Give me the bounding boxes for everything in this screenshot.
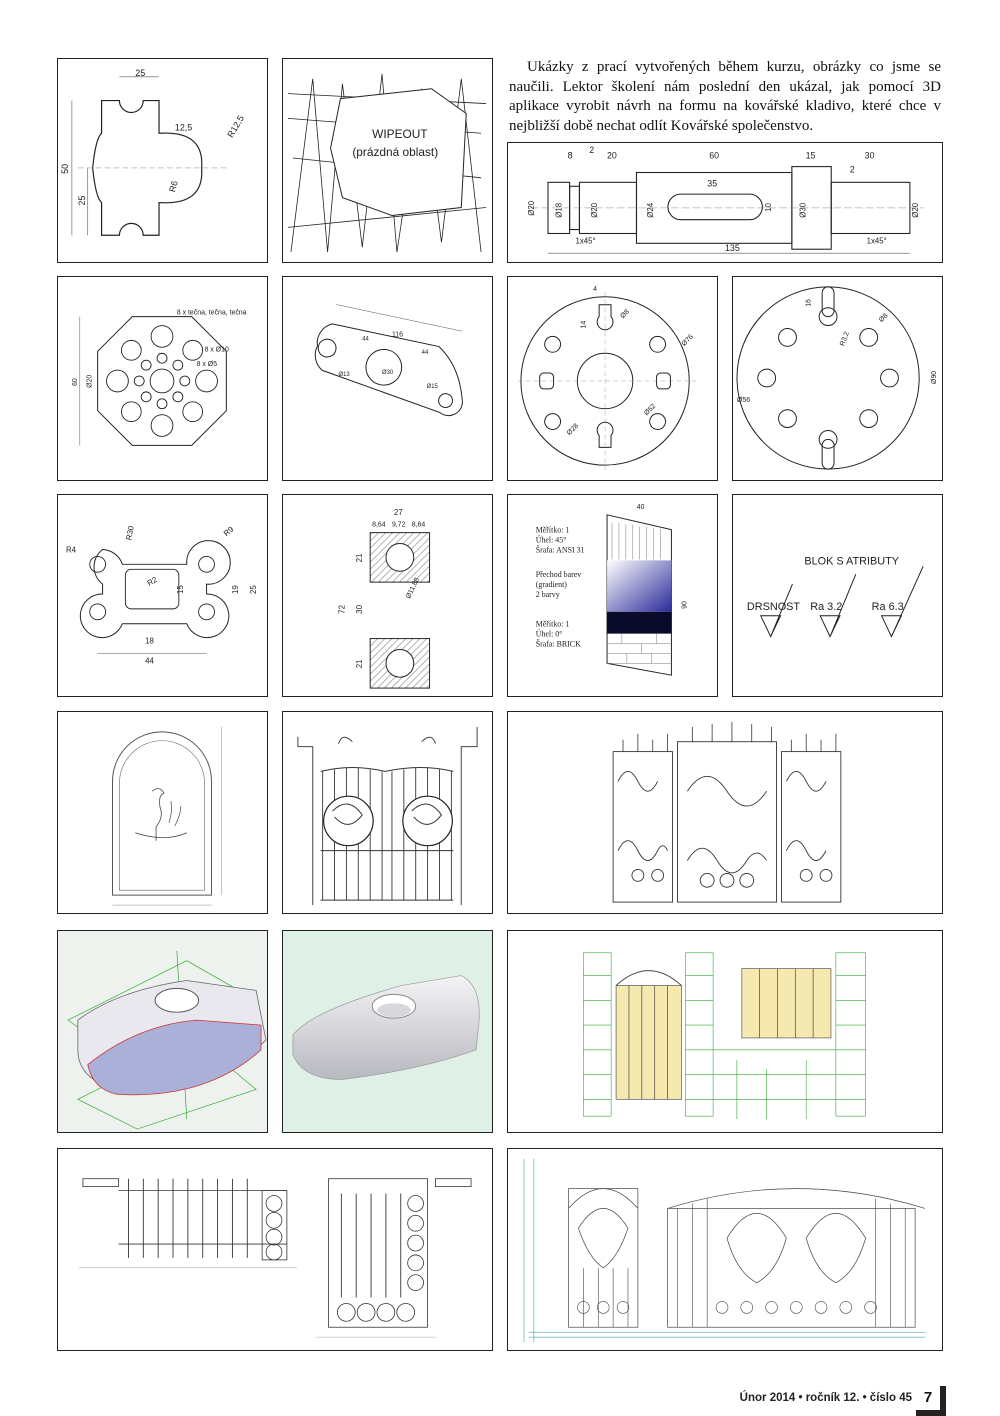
svg-text:Ø52: Ø52 <box>643 402 658 418</box>
disc-drawing-2 <box>733 277 942 480</box>
panel-octagon <box>57 276 268 481</box>
svg-text:14: 14 <box>580 320 588 329</box>
dimension-drawing <box>58 59 267 262</box>
svg-text:44: 44 <box>145 656 154 666</box>
3d-hammer-render <box>283 931 492 1132</box>
svg-text:Úhel: 45°: Úhel: 45° <box>535 535 567 545</box>
svg-text:1x45°: 1x45° <box>866 236 887 246</box>
svg-text:Ø20: Ø20 <box>910 202 920 218</box>
page-number-label: 7 <box>916 1386 946 1416</box>
svg-text:30: 30 <box>864 150 875 161</box>
svg-text:Ø28: Ø28 <box>565 422 581 437</box>
svg-text:R30: R30 <box>124 525 136 541</box>
section-drawing <box>283 495 492 696</box>
svg-text:60: 60 <box>71 378 79 386</box>
page-number <box>916 1386 956 1416</box>
panel-link <box>57 494 268 697</box>
svg-text:Ø24: Ø24 <box>646 202 656 218</box>
svg-text:21: 21 <box>355 659 365 669</box>
panel-fence-gate <box>507 711 943 914</box>
svg-text:8,64: 8,64 <box>372 521 386 529</box>
svg-text:Ø20: Ø20 <box>527 200 537 216</box>
svg-text:Ø76: Ø76 <box>680 333 695 348</box>
svg-text:15: 15 <box>805 150 816 161</box>
svg-text:44: 44 <box>362 336 369 343</box>
panel-3d-wireframe <box>57 930 268 1133</box>
svg-text:Ø11,88: Ø11,88 <box>405 576 421 600</box>
svg-text:50: 50 <box>59 163 70 174</box>
panel-double-gate <box>282 711 493 914</box>
3d-hammer-wireframe <box>58 931 267 1132</box>
octagon-drawing <box>58 277 267 480</box>
panel-3d-render <box>282 930 493 1133</box>
svg-text:18: 18 <box>145 636 154 646</box>
panel-ornate-gate <box>507 1148 943 1351</box>
fence-elevation-drawing <box>58 1149 492 1350</box>
svg-text:Šrafa: BRICK: Šrafa: BRICK <box>535 639 581 649</box>
panel-fence-elevation <box>57 1148 493 1351</box>
svg-text:2: 2 <box>589 144 595 155</box>
svg-text:10: 10 <box>764 203 774 212</box>
svg-text:Ra 3.2: Ra 3.2 <box>810 600 843 613</box>
svg-text:Ø20: Ø20 <box>86 374 94 388</box>
svg-text:(prázdná oblast): (prázdná oblast) <box>352 145 439 160</box>
svg-text:Ra 6.3: Ra 6.3 <box>871 600 904 613</box>
intro-paragraph: Ukázky z prací vytvořených během kurzu, obrázky co jsme se naučili. Lektor školení nám poslední den ukázal, jak pomocí 3D aplikace vyrobit návrh na formu na kovářské kladivo, které chce v nejbližší době nechat odlít Kovářské společenstvo. <box>509 59 941 134</box>
lever-drawing <box>283 277 492 480</box>
svg-text:Ø8: Ø8 <box>878 312 890 324</box>
svg-text:16: 16 <box>805 299 813 307</box>
svg-text:Úhel: 0°: Úhel: 0° <box>535 629 563 639</box>
svg-text:R6: R6 <box>167 179 180 194</box>
hatch-drawing <box>508 495 717 696</box>
svg-text:12,5: 12,5 <box>174 122 193 133</box>
svg-text:R12,5: R12,5 <box>225 113 246 140</box>
svg-text:1x45°: 1x45° <box>575 236 596 246</box>
svg-text:35: 35 <box>707 178 718 189</box>
svg-text:25: 25 <box>76 195 87 206</box>
svg-text:19: 19 <box>231 585 241 595</box>
svg-text:44: 44 <box>421 350 429 357</box>
svg-text:72: 72 <box>337 605 347 614</box>
svg-text:9,72: 9,72 <box>391 521 406 529</box>
link-drawing <box>58 495 267 696</box>
svg-text:116: 116 <box>391 331 404 339</box>
svg-text:4: 4 <box>593 285 598 293</box>
svg-text:8 x Ø10: 8 x Ø10 <box>204 346 229 354</box>
svg-text:Ø90: Ø90 <box>931 370 939 384</box>
svg-text:20: 20 <box>606 150 617 161</box>
disc-drawing-1 <box>508 277 717 480</box>
svg-text:Ø30: Ø30 <box>382 370 394 377</box>
svg-text:R9: R9 <box>221 524 236 539</box>
svg-text:R3,2: R3,2 <box>839 330 851 348</box>
svg-text:27: 27 <box>393 507 403 517</box>
svg-text:Přechod barev: Přechod barev <box>535 570 582 580</box>
arched-door-drawing <box>58 712 267 913</box>
panel-arched-door <box>57 711 268 914</box>
svg-text:8 x tečna, tečna, tečna: 8 x tečna, tečna, tečna <box>176 309 247 317</box>
panel-hatch <box>507 494 718 697</box>
svg-text:Ø18: Ø18 <box>554 202 564 218</box>
panel-wipeout <box>282 58 493 263</box>
svg-text:90: 90 <box>681 601 689 609</box>
svg-text:Ø15: Ø15 <box>426 383 438 390</box>
svg-text:Ø30: Ø30 <box>798 202 808 218</box>
svg-text:Měřítko: 1: Měřítko: 1 <box>535 619 570 629</box>
svg-text:8,64: 8,64 <box>411 521 426 529</box>
svg-text:30: 30 <box>355 605 365 614</box>
block-attributes-drawing <box>733 495 942 696</box>
svg-text:15: 15 <box>175 585 185 595</box>
svg-text:Ø20: Ø20 <box>590 202 600 218</box>
panel-section <box>282 494 493 697</box>
svg-text:2: 2 <box>849 164 855 175</box>
svg-text:Ø13: Ø13 <box>338 372 350 379</box>
issue-footer: Únor 2014 • ročník 12. • číslo 45 <box>739 1392 912 1404</box>
fence-gate-drawing <box>508 712 942 913</box>
wall-gate-colored-drawing <box>508 931 942 1132</box>
svg-text:Ø56: Ø56 <box>736 396 751 404</box>
svg-text:25: 25 <box>249 585 259 595</box>
panel-lever <box>282 276 493 481</box>
svg-text:Šrafa: ANSI 31: Šrafa: ANSI 31 <box>535 545 585 555</box>
panel-disc-1 <box>507 276 718 481</box>
svg-text:WIPEOUT: WIPEOUT <box>372 127 428 142</box>
svg-text:40: 40 <box>636 503 645 511</box>
svg-text:R4: R4 <box>65 545 77 555</box>
panel-dimension-drawing <box>57 58 268 263</box>
svg-text:Měřítko: 1: Měřítko: 1 <box>535 525 570 535</box>
svg-text:(gradient): (gradient) <box>535 580 567 590</box>
svg-text:BLOK S ATRIBUTY: BLOK S ATRIBUTY <box>804 555 900 568</box>
panel-wall-gate-colored <box>507 930 943 1133</box>
panel-block-attributes <box>732 494 943 697</box>
svg-text:8 x Ø5: 8 x Ø5 <box>196 361 218 369</box>
svg-text:R2: R2 <box>145 574 159 588</box>
svg-text:21: 21 <box>355 553 365 563</box>
wipeout-drawing <box>283 59 492 262</box>
ornate-gate-drawing <box>508 1149 942 1350</box>
svg-text:25: 25 <box>135 67 146 78</box>
svg-text:8: 8 <box>567 150 573 161</box>
svg-text:135: 135 <box>725 243 740 254</box>
panel-shaft <box>507 142 943 263</box>
svg-text:2 barvy: 2 barvy <box>535 589 560 599</box>
double-gate-drawing <box>283 712 492 913</box>
svg-text:DRSNOST: DRSNOST <box>746 600 801 613</box>
svg-text:60: 60 <box>709 150 720 161</box>
svg-text:Ø8: Ø8 <box>619 308 631 321</box>
shaft-drawing <box>508 143 942 262</box>
panel-disc-2 <box>732 276 943 481</box>
